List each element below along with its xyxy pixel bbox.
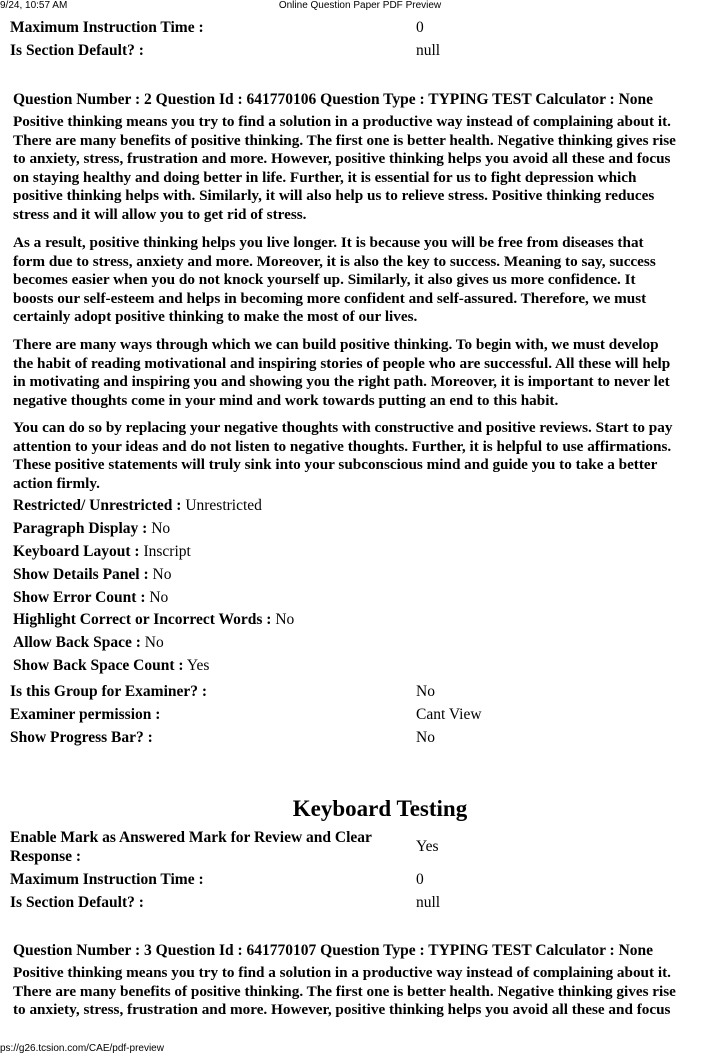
prop-keyboard-layout	[13, 543, 191, 561]
print-datetime: 9/24, 10:57 AM	[0, 0, 68, 11]
print-footer-url: ps://g26.tcsion.com/CAE/pdf-preview	[0, 1043, 164, 1054]
prop-label: Show Error Count :	[13, 589, 146, 606]
prop-show-details-panel	[13, 566, 171, 584]
enable-mark-label-line2: Response :	[10, 848, 82, 865]
max-instruction-time-value: 0	[416, 871, 424, 888]
paragraph-line: the habit of reading motivational and inspiring stories of people who are successful. All these will help	[13, 354, 671, 372]
max-instruction-time-label: Maximum Instruction Time :	[10, 19, 204, 36]
paragraph-line: to anxiety, stress, frustration and more. However, positive thinking helps you avoid all these and focus	[13, 1001, 671, 1019]
print-header	[0, 0, 720, 14]
paragraph-line: There are many benefits of positive thinking. The first one is better health. Negative thinking gives rise	[13, 982, 676, 1000]
paragraph-line: Positive thinking means you try to find a solution in a productive way instead of complaining about it.	[13, 964, 671, 981]
prop-label: Show Back Space Count :	[13, 657, 184, 674]
prop-label: Restricted/ Unrestricted :	[13, 497, 182, 514]
paragraph-line: on staying healthy and doing better in life. Further, it is essential for us to fight depression which	[13, 168, 637, 186]
paragraph-line: form due to stress, anxiety and more. Moreover, it is also the key to success. Meaning to say, success	[13, 252, 656, 270]
prop-value: Unrestricted	[185, 497, 262, 514]
question-3-paragraph-1	[13, 964, 720, 1020]
paragraph-line: to anxiety, stress, frustration and more. However, positive thinking helps you avoid all these and focus	[13, 150, 671, 168]
paragraph-line: There are many benefits of positive thinking. The first one is better health. Negative thinking gives rise	[13, 131, 676, 149]
paragraph-line: As a result, positive thinking helps you live longer. It is because you will be free from diseases that	[13, 234, 644, 251]
prop-paragraph-display	[13, 520, 170, 538]
enable-mark-value: Yes	[416, 838, 439, 855]
paragraph-line: negative thoughts come in your mind and work towards putting an end to this habit.	[13, 391, 559, 409]
prop-value: No	[152, 566, 172, 583]
paragraph-line: action firmly.	[13, 474, 100, 492]
paragraph-line: stress and it will allow you to get rid of stress.	[13, 205, 307, 223]
prop-value: No	[151, 520, 171, 537]
prop-label: Highlight Correct or Incorrect Words :	[13, 611, 272, 628]
max-instruction-time-value: 0	[416, 19, 424, 36]
enable-mark-label-line1: Enable Mark as Answered Mark for Review and Clear	[10, 829, 372, 846]
paragraph-line: positive thinking helps with. Similarly, it will also help us to relieve stress. Positive thinking reduces	[13, 187, 655, 205]
paragraph-line: attention to your ideas and do not listen to negative thoughts. Further, it is helpful to use affirmations.	[13, 437, 672, 455]
is-section-default-label: Is Section Default? :	[10, 42, 144, 59]
show-progress-value: No	[416, 729, 435, 746]
paragraph-line: These positive statements will truly sink into your subconscious mind and guide you to take a better	[13, 456, 658, 474]
prop-label: Show Details Panel :	[13, 566, 149, 583]
prop-show-back-space-count	[13, 657, 209, 675]
is-section-default-value: null	[416, 894, 441, 911]
print-title: Online Question Paper PDF Preview	[278, 0, 442, 11]
prop-label: Paragraph Display :	[13, 520, 148, 537]
paragraph-line: You can do so by replacing your negative thoughts with constructive and positive reviews. Start to pay	[13, 419, 673, 436]
prop-restricted	[13, 497, 262, 515]
question-2-paragraph-4	[13, 419, 720, 493]
show-progress-label: Show Progress Bar? :	[10, 729, 153, 746]
paragraph-line: in motivating and inspiring you and showing you the right path. Moreover, it is important to never let	[13, 373, 670, 391]
paragraph-line: certainly adopt positive thinking to make the most of our lives.	[13, 308, 418, 326]
prop-show-error-count	[13, 589, 168, 607]
paragraph-line: Positive thinking means you try to find a solution in a productive way instead of complaining about it.	[13, 113, 671, 130]
prop-label: Allow Back Space :	[13, 634, 141, 651]
paragraph-line: boosts our self-esteem and helps in becoming more confident and self-assured. Therefore, we must	[13, 289, 647, 307]
group-examiner-label: Is this Group for Examiner? :	[10, 683, 208, 700]
prop-value: Inscript	[143, 543, 191, 560]
prop-value: Yes	[186, 657, 210, 674]
section-heading: Keyboard Testing	[292, 796, 468, 821]
paragraph-line: becomes easier when you do not knock yourself up. Similarly, it also gives us more confidence. It	[13, 271, 636, 289]
examiner-permission-label: Examiner permission :	[10, 706, 161, 723]
prop-label: Keyboard Layout :	[13, 543, 140, 560]
is-section-default-value: null	[416, 42, 441, 59]
examiner-permission-value: Cant View	[416, 706, 482, 723]
prop-highlight-words	[13, 611, 294, 629]
question-2-paragraph-3	[13, 336, 720, 410]
question-2-paragraph-2	[13, 234, 720, 327]
is-section-default-label: Is Section Default? :	[10, 894, 144, 911]
prop-value: No	[149, 589, 169, 606]
prop-allow-back-space	[13, 634, 164, 652]
prop-value: No	[144, 634, 164, 651]
prop-value: No	[275, 611, 295, 628]
question-2-header: Question Number : 2 Question Id : 641770106 Question Type : TYPING TEST Calculator : None	[13, 91, 654, 108]
group-examiner-value: No	[416, 683, 435, 700]
paragraph-line: There are many ways through which we can build positive thinking. To begin with, we must develop	[13, 336, 659, 353]
question-2-paragraph-1	[13, 113, 720, 225]
question-3-header: Question Number : 3 Question Id : 641770107 Question Type : TYPING TEST Calculator : None	[13, 942, 654, 959]
max-instruction-time-label: Maximum Instruction Time :	[10, 871, 204, 888]
